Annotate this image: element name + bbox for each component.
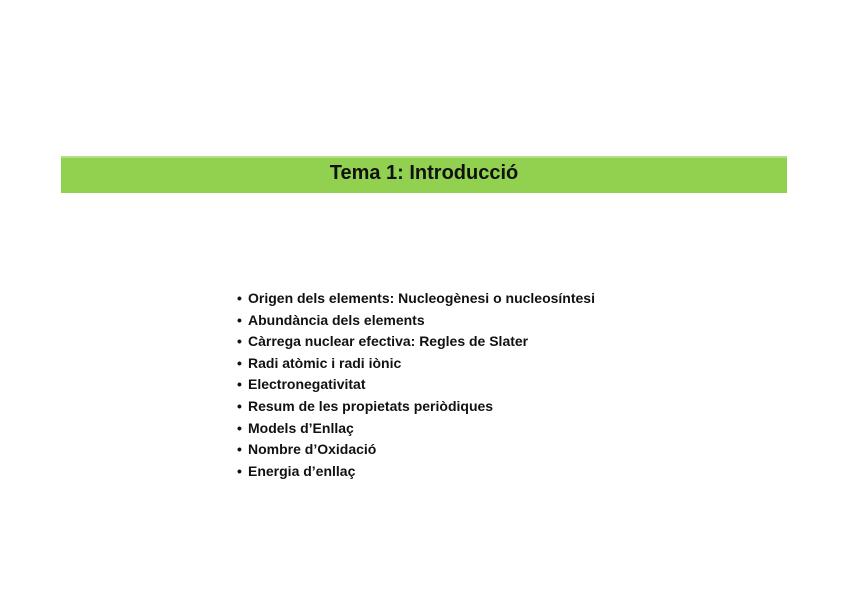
topic-list bbox=[237, 288, 595, 482]
list-item bbox=[237, 461, 595, 483]
list-item bbox=[237, 439, 595, 461]
bullet: • bbox=[237, 311, 242, 328]
list-item bbox=[237, 396, 595, 418]
list-item bbox=[237, 353, 595, 375]
list-item bbox=[237, 331, 595, 353]
bullet: • bbox=[237, 290, 242, 306]
bullet: • bbox=[237, 419, 242, 436]
topic-label: Nombre d’Oxidació bbox=[248, 441, 377, 458]
topic-label: Models d’Enllaç bbox=[248, 419, 354, 436]
slide-title: Tema 1: Introducció bbox=[329, 162, 519, 184]
list-item bbox=[237, 288, 595, 310]
bullet: • bbox=[237, 441, 242, 458]
topic-label: Electronegativitat bbox=[248, 376, 366, 393]
bullet: • bbox=[237, 397, 242, 414]
title-banner bbox=[61, 156, 787, 193]
topic-label: Radi atòmic i radi iònic bbox=[248, 354, 402, 371]
list-item bbox=[237, 418, 595, 440]
bullet: • bbox=[237, 333, 242, 350]
topic-label: Energia d’enllaç bbox=[248, 462, 356, 479]
list-item bbox=[237, 310, 595, 332]
topic-label: Origen dels elements: Nucleogènesi o nucleosíntesi bbox=[248, 290, 595, 306]
bullet: • bbox=[237, 354, 242, 371]
topic-label: Càrrega nuclear efectiva: Regles de Slater bbox=[248, 333, 529, 350]
bullet: • bbox=[237, 462, 242, 479]
topic-label: Abundància dels elements bbox=[248, 311, 425, 328]
list-item bbox=[237, 374, 595, 396]
bullet: • bbox=[237, 376, 242, 393]
topic-label: Resum de les propietats periòdiques bbox=[248, 397, 494, 414]
